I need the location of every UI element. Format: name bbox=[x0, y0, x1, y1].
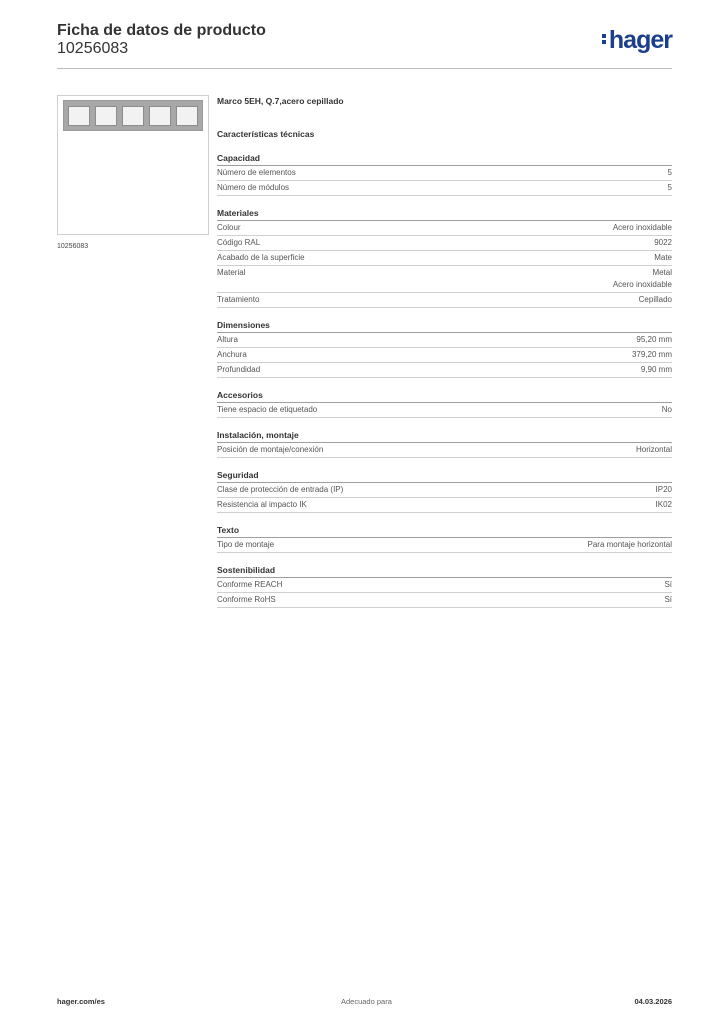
spec-group-title: Materiales bbox=[217, 208, 672, 221]
spec-row bbox=[217, 403, 672, 418]
spec-value-line: Metal bbox=[652, 268, 672, 277]
spec-value bbox=[588, 539, 673, 551]
spec-row bbox=[217, 348, 672, 363]
spec-group-title: Instalación, montaje bbox=[217, 430, 672, 443]
spec-value bbox=[664, 579, 672, 591]
spec-value-line: IK02 bbox=[655, 500, 672, 509]
spec-value-line: 379,20 mm bbox=[631, 350, 672, 359]
spec-row bbox=[217, 236, 672, 251]
spec-row bbox=[217, 363, 672, 378]
footer-date: 04.03.2026 bbox=[634, 997, 672, 1006]
spec-row bbox=[217, 181, 672, 196]
logo-dots-icon bbox=[602, 32, 607, 46]
spec-row bbox=[217, 498, 672, 513]
spec-value-line: Cepillado bbox=[638, 295, 672, 304]
spec-value bbox=[662, 404, 672, 416]
spec-group-title: Dimensiones bbox=[217, 320, 672, 333]
frame-window bbox=[95, 106, 117, 126]
frame-window bbox=[176, 106, 198, 126]
spec-label: Clase de protección de entrada (IP) bbox=[217, 485, 344, 494]
spec-label: Tratamiento bbox=[217, 295, 260, 304]
footer-website: hager.com/es bbox=[57, 997, 105, 1006]
spec-value-line: Para montaje horizontal bbox=[587, 540, 672, 549]
spec-row bbox=[217, 251, 672, 266]
page-footer bbox=[57, 997, 672, 1009]
spec-row bbox=[217, 443, 672, 458]
spec-value bbox=[668, 167, 672, 179]
logo-text: hager bbox=[608, 26, 672, 54]
spec-label: Conforme REACH bbox=[217, 580, 283, 589]
spec-label: Número de módulos bbox=[217, 183, 290, 192]
header-divider bbox=[57, 68, 672, 69]
spec-value-line: Horizontal bbox=[635, 445, 672, 454]
image-caption: 10256083 bbox=[57, 243, 89, 250]
spec-label: Tiene espacio de etiquetado bbox=[217, 405, 318, 414]
product-name: Marco 5EH, Q.7,acero cepillado bbox=[217, 96, 344, 106]
spec-value-line: Sí bbox=[664, 580, 672, 589]
spec-label: Profundidad bbox=[217, 365, 261, 374]
spec-label: Material bbox=[217, 268, 246, 277]
spec-value bbox=[632, 349, 672, 361]
spec-row bbox=[217, 593, 672, 608]
spec-groups bbox=[217, 153, 672, 608]
spec-value bbox=[636, 334, 672, 346]
spec-value bbox=[668, 182, 672, 194]
spec-value-line: 9022 bbox=[654, 238, 672, 247]
spec-label: Tipo de montaje bbox=[217, 540, 275, 549]
spec-label: Acabado de la superficie bbox=[217, 253, 305, 262]
spec-value bbox=[656, 484, 672, 496]
spec-label: Número de elementos bbox=[217, 168, 296, 177]
spec-group-title: Texto bbox=[217, 525, 672, 538]
spec-row bbox=[217, 293, 672, 308]
product-image bbox=[57, 95, 209, 235]
spec-value-line: 9,90 mm bbox=[640, 365, 672, 374]
frame-window bbox=[149, 106, 171, 126]
tech-heading: Características técnicas bbox=[217, 129, 315, 139]
spec-value bbox=[654, 252, 672, 264]
spec-value-line: 5 bbox=[667, 183, 672, 192]
spec-group-title: Sostenibilidad bbox=[217, 565, 672, 578]
hager-logo bbox=[602, 26, 672, 55]
frame-illustration bbox=[63, 100, 203, 131]
spec-value-line: Acero inoxidable bbox=[612, 280, 672, 289]
spec-label: Código RAL bbox=[217, 238, 261, 247]
spec-value bbox=[613, 222, 672, 234]
spec-label: Altura bbox=[217, 335, 238, 344]
spec-row bbox=[217, 538, 672, 553]
spec-group-title: Accesorios bbox=[217, 390, 672, 403]
spec-label: Resistencia al impacto IK bbox=[217, 500, 307, 509]
spec-value-line: 95,20 mm bbox=[636, 335, 672, 344]
page-header bbox=[57, 22, 672, 70]
spec-label: Colour bbox=[217, 223, 241, 232]
frame-window bbox=[68, 106, 90, 126]
spec-row bbox=[217, 166, 672, 181]
spec-value bbox=[613, 267, 672, 291]
spec-row bbox=[217, 333, 672, 348]
spec-value-line: Mate bbox=[654, 253, 672, 262]
spec-row bbox=[217, 221, 672, 236]
spec-value bbox=[664, 594, 672, 606]
frame-window bbox=[122, 106, 144, 126]
spec-value bbox=[636, 444, 672, 456]
spec-group-title: Seguridad bbox=[217, 470, 672, 483]
spec-row bbox=[217, 266, 672, 293]
spec-value-line: 5 bbox=[667, 168, 672, 177]
spec-value-line: Acero inoxidable bbox=[612, 223, 672, 232]
spec-row bbox=[217, 483, 672, 498]
spec-label: Anchura bbox=[217, 350, 247, 359]
spec-value-line: Sí bbox=[664, 595, 672, 604]
spec-value bbox=[639, 294, 672, 306]
spec-group-title: Capacidad bbox=[217, 153, 672, 166]
spec-row bbox=[217, 578, 672, 593]
spec-value bbox=[654, 237, 672, 249]
spec-label: Posición de montaje/conexión bbox=[217, 445, 324, 454]
spec-section bbox=[217, 96, 672, 608]
spec-value bbox=[656, 499, 672, 511]
product-code: 10256083 bbox=[57, 40, 129, 57]
spec-value-line: No bbox=[661, 405, 672, 414]
spec-value bbox=[641, 364, 672, 376]
document-title: Ficha de datos de producto bbox=[57, 22, 266, 39]
spec-label: Conforme RoHS bbox=[217, 595, 276, 604]
spec-value-line: IP20 bbox=[655, 485, 672, 494]
footer-note: Adecuado para bbox=[341, 997, 392, 1006]
